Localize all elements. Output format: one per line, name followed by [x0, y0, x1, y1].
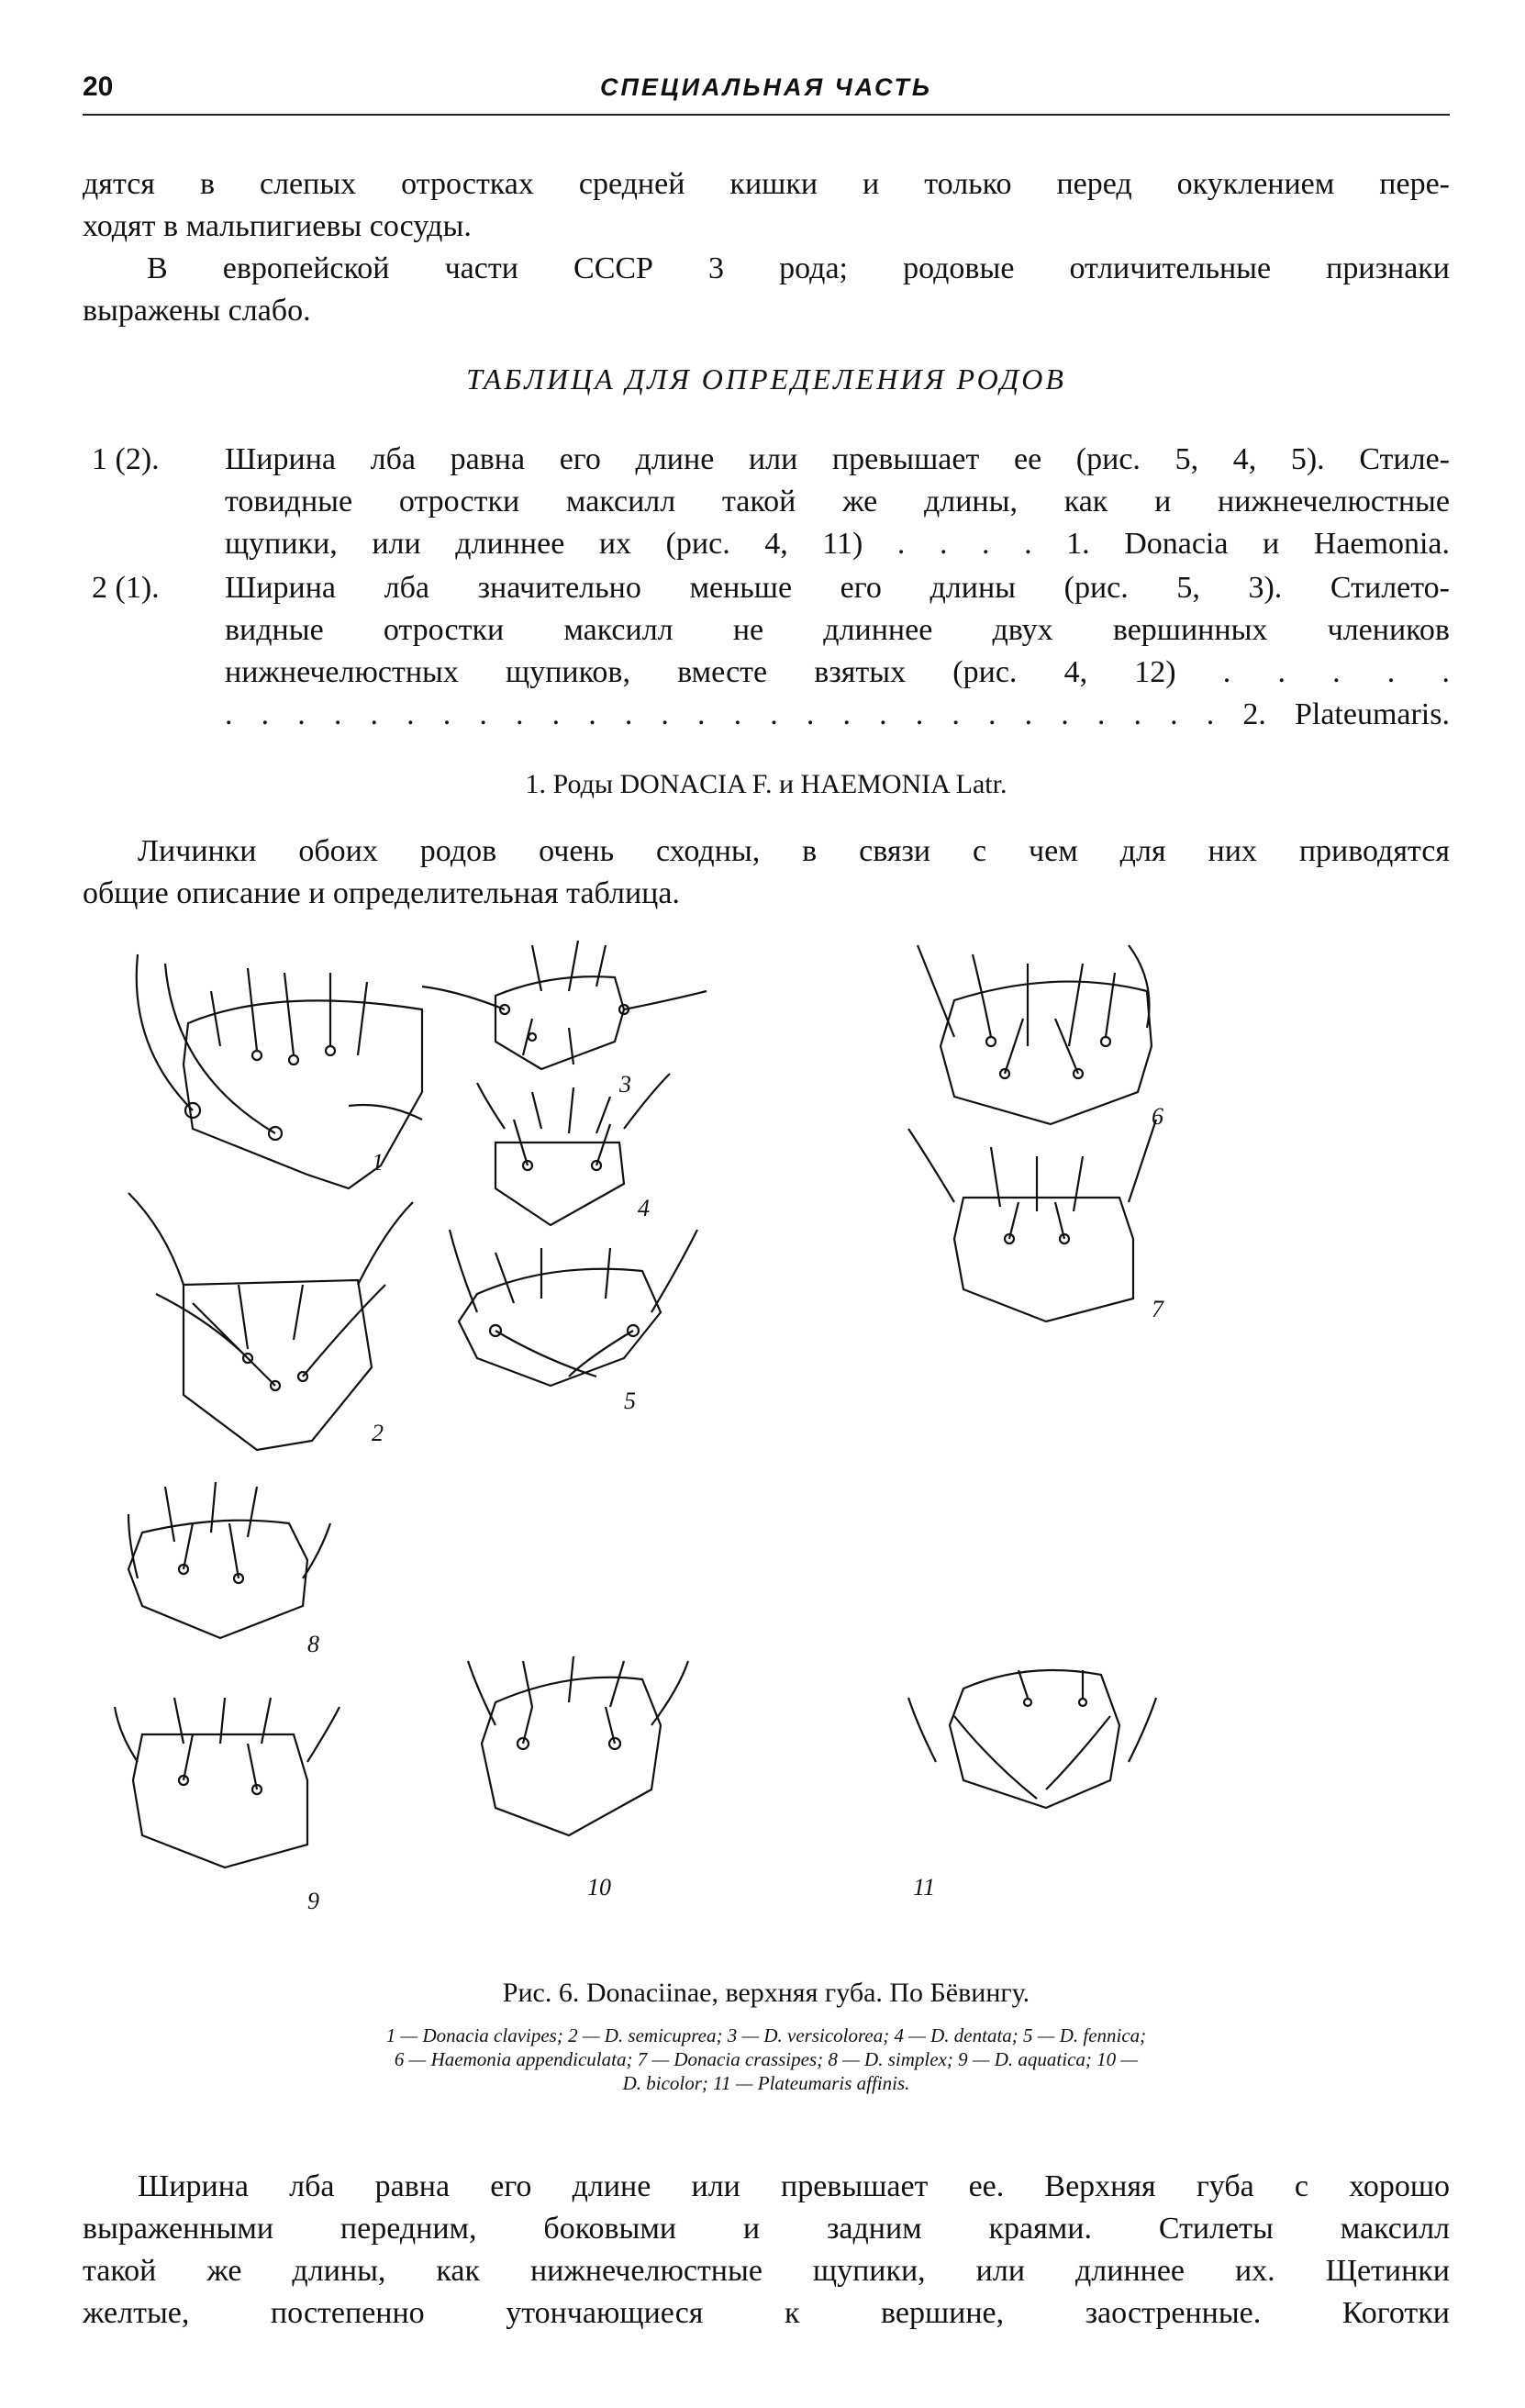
text-line: дятся в слепых отростках средней кишки и только перед окуклением пере-	[83, 167, 1450, 201]
figure-label-7: 7	[1152, 1296, 1163, 1322]
text-line: нижнечелюстных щупиков, вместе взятых (рис. 4, 12) . . . . .	[225, 655, 1450, 689]
text-line: В европейской части СССР 3 рода; родовые отличительные признаки	[147, 251, 1450, 285]
text-line: Личинки обоих родов очень сходны, в связи с чем для них приводятся	[138, 834, 1450, 868]
text-line: общие описание и определительная таблица.	[83, 876, 680, 910]
text-line: ходят в мальпигиевы сосуды.	[83, 209, 472, 243]
text-line: Ширина лба равна его длине или превышает ее (рис. 5, 4, 5). Стиле-	[225, 442, 1450, 476]
labrum-drawing-7	[908, 1120, 1156, 1321]
key-entry-text	[225, 439, 1450, 565]
figure-label-8: 8	[307, 1631, 319, 1657]
figure-caption: Рис. 6. Donaciinae, верхняя губа. По Бёвингу.	[502, 1978, 1030, 2008]
figure-label-5: 5	[624, 1388, 636, 1414]
text-line: выраженными передним, боковыми и задним краями. Стилеты максилл	[83, 2212, 1450, 2246]
text-line: . . . . . . . . . . . . . . . . . . . . . . . . . . . . 2. Plateumaris.	[225, 697, 1450, 731]
text-line: товидные отростки максилл такой же длины, как и нижнечелюстные	[225, 485, 1450, 518]
figure-labrum-drawings	[110, 936, 1413, 1973]
legend-line: 1 — Donacia clavipes; 2 — D. semicuprea; 3 — D. versicolorea; 4 — D. dentata; 5 — D. fennica;	[385, 2024, 1147, 2046]
legend-line: 6 — Haemonia appendiculata; 7 — Donacia crassipes; 8 — D. simplex; 9 — D. aquatica; 10 —	[394, 2048, 1139, 2070]
key-entry-1	[92, 439, 1450, 567]
labrum-drawing-8	[128, 1482, 330, 1638]
key-entry-number: 2 (1).	[92, 571, 160, 605]
section-title: 1. Роды DONACIA F. и HAEMONIA Latr.	[525, 769, 1007, 799]
figure-label-6: 6	[1152, 1103, 1163, 1130]
text-line: желтые, постепенно утончающиеся к вершине, заостренные. Коготки	[83, 2296, 1450, 2330]
intro-paragraph	[83, 163, 1450, 332]
figure-svg	[110, 936, 1413, 1973]
running-title: СПЕЦИАЛЬНАЯ ЧАСТЬ	[599, 73, 933, 101]
figure-legend	[101, 2023, 1431, 2095]
key-entry-text	[225, 567, 1450, 736]
labrum-drawing-5	[450, 1230, 697, 1386]
key-entry-number: 1 (2).	[92, 442, 160, 476]
key-entry-2	[92, 567, 1450, 741]
text-line: Ширина лба значительно меньше его длины (рис. 5, 3). Стилето-	[225, 571, 1450, 605]
labrum-drawing-10	[468, 1656, 688, 1835]
page-header	[83, 72, 1450, 116]
figure-label-4: 4	[638, 1195, 650, 1221]
labrum-drawing-11	[908, 1670, 1156, 1808]
key-title: ТАБЛИЦА ДЛЯ ОПРЕДЕЛЕНИЯ РОДОВ	[466, 362, 1066, 396]
labrum-drawing-9	[115, 1698, 340, 1867]
section-paragraph	[83, 831, 1450, 915]
labrum-drawing-3	[422, 941, 707, 1069]
page-number: 20	[83, 72, 114, 102]
figure-label-9: 9	[307, 1888, 319, 1914]
figure-label-2: 2	[372, 1420, 384, 1446]
labrum-drawing-2	[128, 1193, 413, 1450]
text-line: видные отростки максилл не длиннее двух вершинных члеников	[225, 613, 1450, 647]
body-paragraph	[83, 2166, 1450, 2335]
labrum-drawing-6	[918, 945, 1152, 1124]
figure-label-10: 10	[587, 1874, 611, 1901]
text-line: такой же длины, как нижнечелюстные щупики, или длиннее их. Щетинки	[83, 2254, 1450, 2288]
figure-label-1: 1	[372, 1149, 384, 1176]
figure-label-3: 3	[619, 1071, 631, 1098]
legend-line: D. bicolor; 11 — Plateumaris affinis.	[622, 2072, 910, 2094]
text-line: щупики, или длиннее их (рис. 4, 11) . . . . 1. Donacia и Haemonia.	[225, 527, 1450, 561]
figure-label-11: 11	[913, 1874, 936, 1901]
text-line: Ширина лба равна его длине или превышает ее. Верхняя губа с хорошо	[138, 2169, 1450, 2203]
text-line: выражены слабо.	[83, 294, 311, 328]
